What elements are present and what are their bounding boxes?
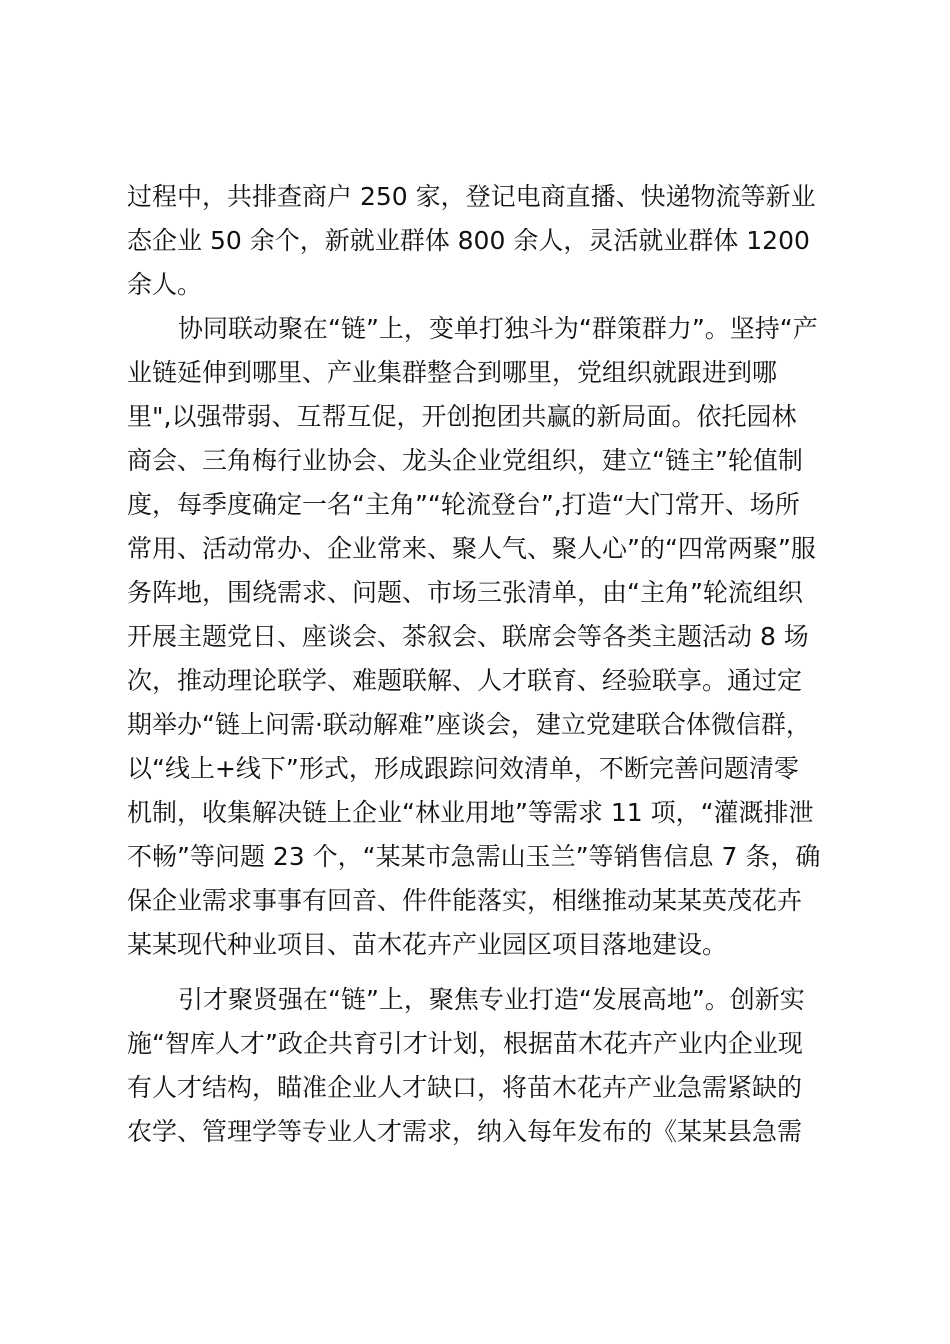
text-line: 余人。 [127, 270, 203, 299]
text-line: 某某现代种业项目、苗木花卉产业园区项目落地建设。 [127, 930, 728, 959]
text-line: 机制，收集解决链上企业“林业用地”等需求 11 项，“灌溉排泄 [127, 798, 814, 827]
text-line: 态企业 50 余个，新就业群体 800 余人，灵活就业群体 1200 [127, 226, 810, 255]
text-line: 施“智库人才”政企共育引才计划，根据苗木花卉产业内企业现 [127, 1029, 803, 1058]
text-line: 不畅”等问题 23 个，“某某市急需山玉兰”等销售信息 7 条，确 [127, 842, 821, 871]
text-line: 常用、活动常办、企业常来、聚人气、聚人心”的“四常两聚”服 [127, 534, 816, 563]
text-line: 务阵地，围绕需求、问题、市场三张清单，由“主角”轮流组织 [127, 578, 803, 607]
text-line: 度，每季度确定一名“主角”“轮流登台”,打造“大门常开、场所 [127, 490, 800, 519]
paragraph-first-line: 引才聚贤强在“链”上，聚焦专业打造“发展高地”。创新实 [178, 985, 805, 1014]
text-line: 期举办“链上问需·联动解难”座谈会，建立党建联合体微信群， [127, 710, 811, 739]
text-line: 业链延伸到哪里、产业集群整合到哪里，党组织就跟进到哪 [127, 358, 778, 387]
text-line: 以“线上+线下”形式，形成跟踪问效清单，不断完善问题清零 [127, 754, 799, 783]
text-line: 农学、管理学等专业人才需求，纳入每年发布的《某某县急需 [127, 1117, 803, 1146]
text-line: 次，推动理论联学、难题联解、人才联育、经验联享。通过定 [127, 666, 803, 695]
text-line: 过程中，共排查商户 250 家，登记电商直播、快递物流等新业 [127, 182, 816, 211]
text-line: 里",以强带弱、互帮互促，开创抱团共赢的新局面。依托园林 [127, 402, 797, 431]
text-line: 有人才结构，瞄准企业人才缺口，将苗木花卉产业急需紧缺的 [127, 1073, 803, 1102]
text-line: 保企业需求事事有回音、件件能落实，相继推动某某英茂花卉 [127, 886, 803, 915]
paragraph-first-line: 协同联动聚在“链”上，变单打独斗为“群策群力”。坚持“产 [178, 314, 818, 343]
text-line: 开展主题党日、座谈会、茶叙会、联席会等各类主题活动 8 场 [127, 622, 809, 651]
text-line: 商会、三角梅行业协会、龙头企业党组织，建立“链主”轮值制 [127, 446, 803, 475]
